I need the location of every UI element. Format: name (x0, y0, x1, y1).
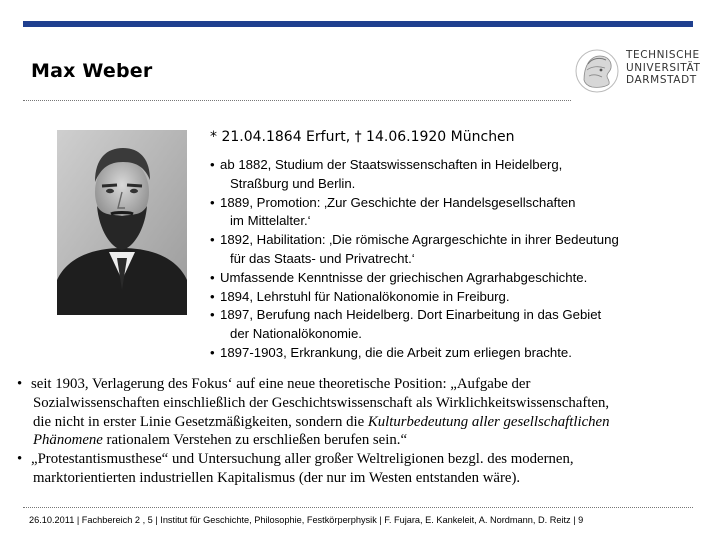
university-logo (574, 42, 709, 104)
title-divider (23, 100, 571, 101)
main-points-list (17, 375, 715, 488)
biography-list (210, 156, 710, 363)
list-item-line (31, 413, 715, 432)
list-item-text: im Mittelalter.‘ (230, 213, 311, 229)
list-item (210, 306, 710, 344)
university-wordmark (626, 49, 701, 87)
list-item-text: • 1889, Promotion: ‚Zur Geschichte der Handelsgesellschaften (220, 194, 576, 210)
list-item-text: • „Protestantismusthese“ und Untersuchung aller großer Weltreligionen bezgl. des modernen, (31, 451, 574, 468)
life-dates: * 21.04.1864 Erfurt, † 14.06.1920 München (210, 129, 515, 145)
emphasis-text: Phänomene (33, 432, 103, 449)
footer-divider (23, 507, 693, 508)
athena-seal-icon (574, 48, 620, 94)
list-item (17, 375, 715, 450)
list-item (17, 450, 715, 488)
list-item-text: • 1892, Habilitation: ‚Die römische Agrargeschichte in ihrer Bedeutung (220, 232, 619, 248)
list-item (210, 231, 710, 269)
list-item-text: Straßburg und Berlin. (230, 175, 356, 191)
list-item-text: • Umfassende Kenntnisse der griechischen Agrarhabgeschichte. (220, 269, 588, 285)
list-item-text: • 1897-1903, Erkrankung, die die Arbeit zum erliegen brachte. (220, 344, 572, 360)
logo-line: DARMSTADT (626, 74, 697, 86)
list-item-text: für das Staats- und Privatrecht.‘ (230, 250, 415, 266)
list-item (210, 344, 710, 363)
list-item-text: der Nationalökonomie. (230, 326, 362, 342)
logo-line: TECHNISCHE (626, 49, 700, 61)
list-item (210, 269, 710, 288)
list-item-text: • seit 1903, Verlagerung des Fokus‘ auf eine neue theoretische Position: „Aufgabe der (31, 376, 531, 392)
emphasis-text: Kulturbedeutung aller gesellschaftlichen (367, 413, 610, 430)
footer-text: 26.10.2011 | Fachbereich 2 , 5 | Institut für Geschichte, Philosophie, Festkörperphysik | F. Fujara, E. Kankeleit, A. Nordmann, D. Reitz | 9 (29, 515, 584, 525)
header-accent-bar (23, 21, 693, 27)
list-item-text: die nicht in erster Linie Gesetzmäßigkeiten, sondern die (33, 413, 368, 430)
slide-title: Max Weber (31, 60, 153, 82)
list-item-text: rationalem Verstehen zu erschließen berufen sein.“ (102, 432, 408, 449)
list-item-line (31, 431, 715, 450)
list-item (210, 156, 710, 194)
logo-line: UNIVERSITÄT (626, 61, 701, 74)
list-item-text: Sozialwissenschaften einschließlich der Geschichtswissenschaft als Wirklichkeitswissenschaften, (33, 394, 610, 411)
max-weber-portrait (57, 130, 187, 315)
list-item-text: • 1897, Berufung nach Heidelberg. Dort Einarbeitung in das Gebiet (220, 307, 602, 323)
list-item-text: • ab 1882, Studium der Staatswissenschaften in Heidelberg, (220, 157, 563, 172)
list-item-text: • 1894, Lehrstuhl für Nationalökonomie in Freiburg. (220, 288, 510, 304)
list-item (210, 288, 710, 307)
list-item (210, 194, 710, 232)
list-item-text: marktorientierten industriellen Kapitalismus (der nur im Westen entstanden wäre). (33, 469, 521, 486)
